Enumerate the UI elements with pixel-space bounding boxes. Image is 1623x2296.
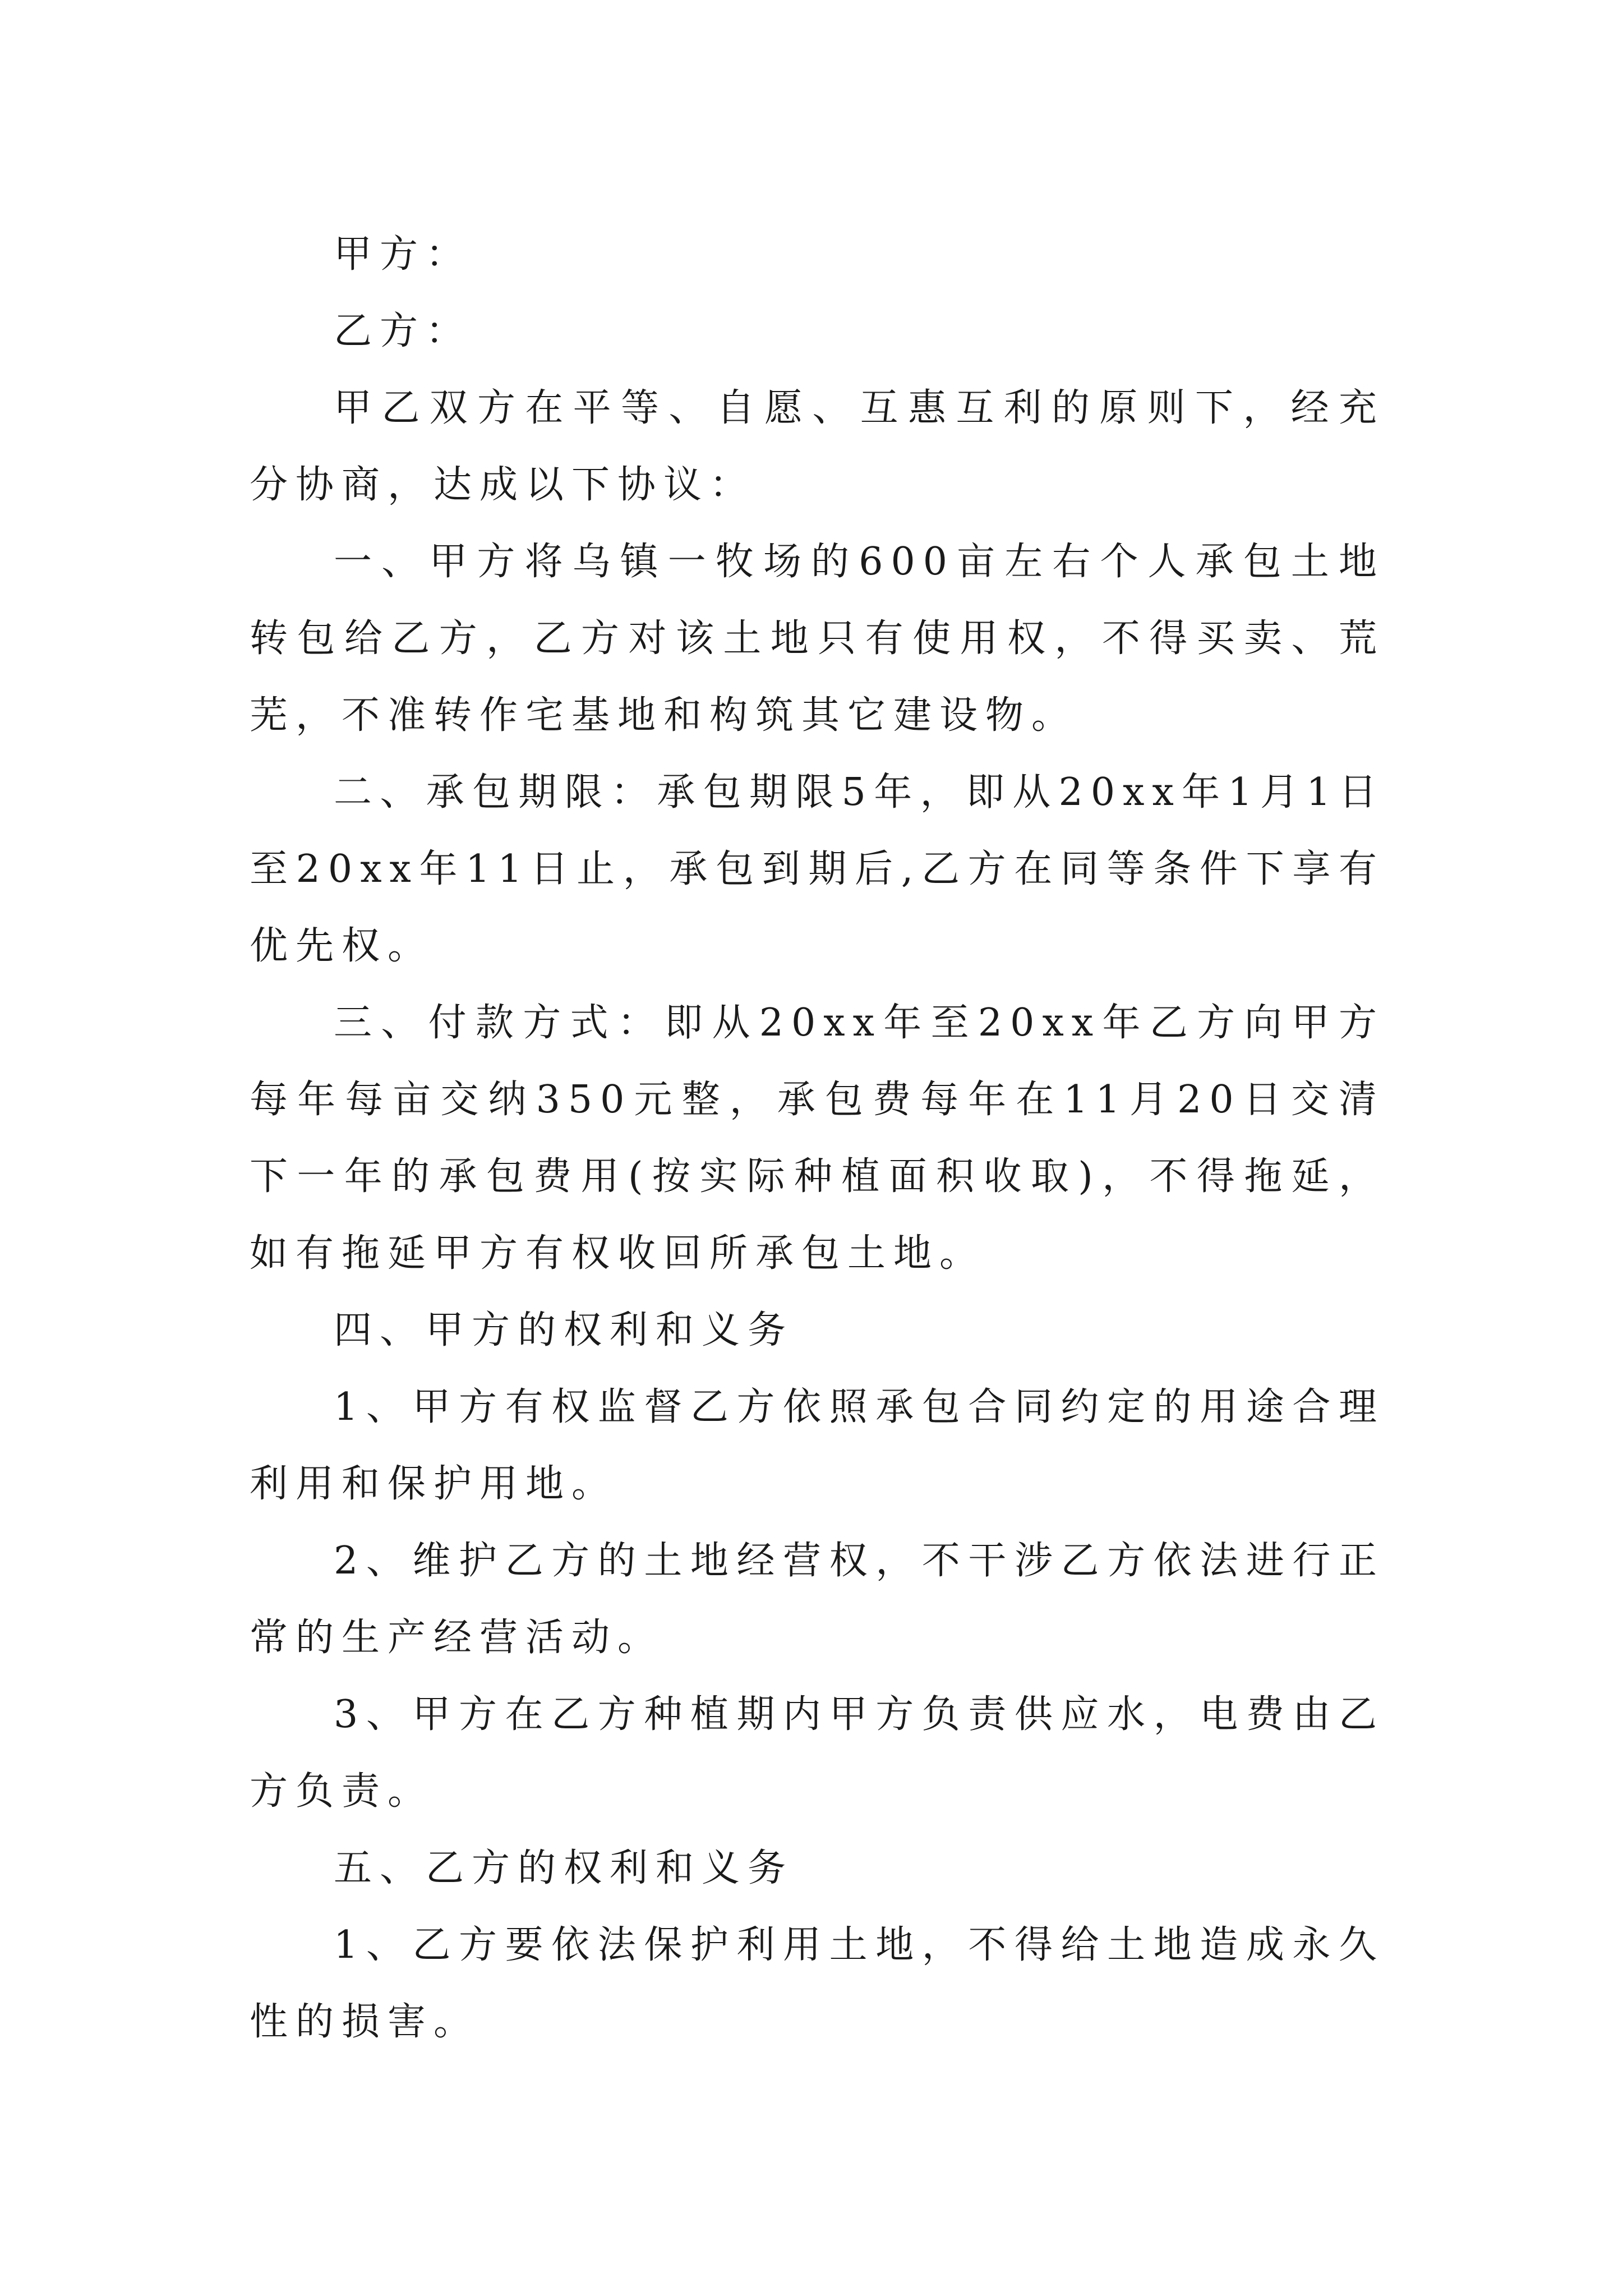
clause-4-item-1: 1、甲方有权监督乙方依照承包合同约定的用途合理利用和保护用地。 — [250, 1385, 1385, 1506]
clause-5-item-1: 1、乙方要依法保护利用土地，不得给土地造成永久性的损害。 — [250, 1923, 1385, 2044]
clause-3-paragraph: 三、付款方式：即从20xx年至20xx年乙方向甲方每年每亩交纳350元整，承包费每年在11月20日交清下一年的承包费用(按实际种植面积收取)，不得拖延，如有拖延甲方有权收回所承包土地。 — [250, 1001, 1385, 1276]
preamble-paragraph: 甲乙双方在平等、自愿、互惠互利的原则下，经充分协商，达成以下协议： — [250, 386, 1385, 507]
clause-4-heading: 四、甲方的权利和义务 — [334, 1308, 794, 1352]
clause-1-paragraph: 一、甲方将乌镇一牧场的600亩左右个人承包土地转包给乙方，乙方对该土地只有使用权，不得买卖、荒芜，不准转作宅基地和构筑其它建设物。 — [250, 540, 1385, 738]
clause-2-paragraph: 二、承包期限：承包期限5年，即从20xx年1月1日至20xx年11日止，承包到期后,乙方在同等条件下享有优先权。 — [250, 770, 1385, 968]
clause-4-item-2: 2、维护乙方的土地经营权，不干涉乙方依法进行正常的生产经营活动。 — [250, 1539, 1385, 1660]
party-a-line: 甲方： — [334, 232, 472, 277]
document-page — [250, 216, 1385, 2060]
clause-4-item-3: 3、甲方在乙方种植期内甲方负责供应水，电费由乙方负责。 — [250, 1692, 1385, 1814]
clause-5-heading: 五、乙方的权利和义务 — [334, 1846, 794, 1890]
party-b-line: 乙方： — [334, 309, 472, 353]
